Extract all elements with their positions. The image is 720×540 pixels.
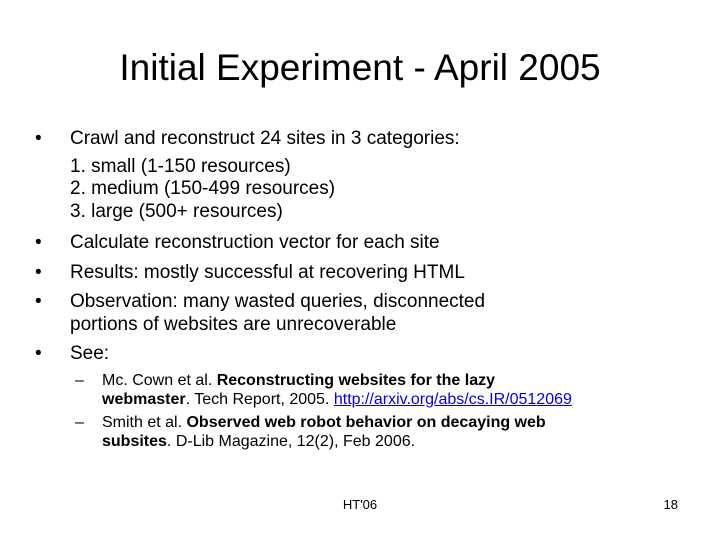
slide-number: 18 [663, 497, 678, 512]
category-medium: 2. medium (150-499 resources) [70, 178, 336, 199]
ref-2-line-2 [102, 432, 415, 451]
bullet-dot: • [35, 128, 42, 149]
bullet-dot: • [35, 232, 42, 253]
bullet-dot: • [35, 262, 42, 283]
ref-1-title: Reconstructing websites for the lazy [216, 372, 495, 389]
category-large: 3. large (500+ resources) [70, 201, 283, 222]
ref-1-link[interactable]: http://arxiv.org/abs/cs.IR/0512069 [333, 391, 572, 408]
ref-2-source: . D-Lib Magazine, 12(2), Feb 2006. [166, 433, 416, 450]
bullet-dot: • [35, 291, 42, 312]
category-small: 1. small (1-150 resources) [70, 156, 291, 177]
ref-dash: – [75, 372, 84, 389]
slide-title: Initial Experiment - April 2005 [119, 47, 601, 88]
ref-2-title-cont: subsites [102, 433, 167, 450]
bullet-observation-cont: portions of websites are unrecoverable [70, 314, 397, 335]
bullet-observation: Observation: many wasted queries, disconnected [70, 291, 486, 312]
bullet-calculate: Calculate reconstruction vector for each site [70, 232, 440, 253]
ref-1-title-cont: webmaster [102, 391, 186, 408]
ref-1-line-1 [102, 371, 495, 390]
ref-1-authors: Mc. Cown et al. [102, 372, 217, 389]
ref-2-line-1 [102, 413, 546, 432]
ref-dash: – [75, 414, 84, 431]
ref-1-line-2 [102, 390, 572, 409]
bullet-dot: • [35, 343, 42, 364]
ref-2-title: Observed web robot behavior on decaying web [186, 414, 546, 431]
bullet-results: Results: mostly successful at recovering HTML [70, 262, 465, 283]
bullet-see: See: [70, 343, 110, 364]
footer-conference: HT'06 [342, 497, 378, 512]
ref-1-source: . Tech Report, 2005. [185, 391, 334, 408]
ref-2-authors: Smith et al. [102, 414, 187, 431]
bullet-crawl: Crawl and reconstruct 24 sites in 3 categories: [70, 128, 460, 149]
